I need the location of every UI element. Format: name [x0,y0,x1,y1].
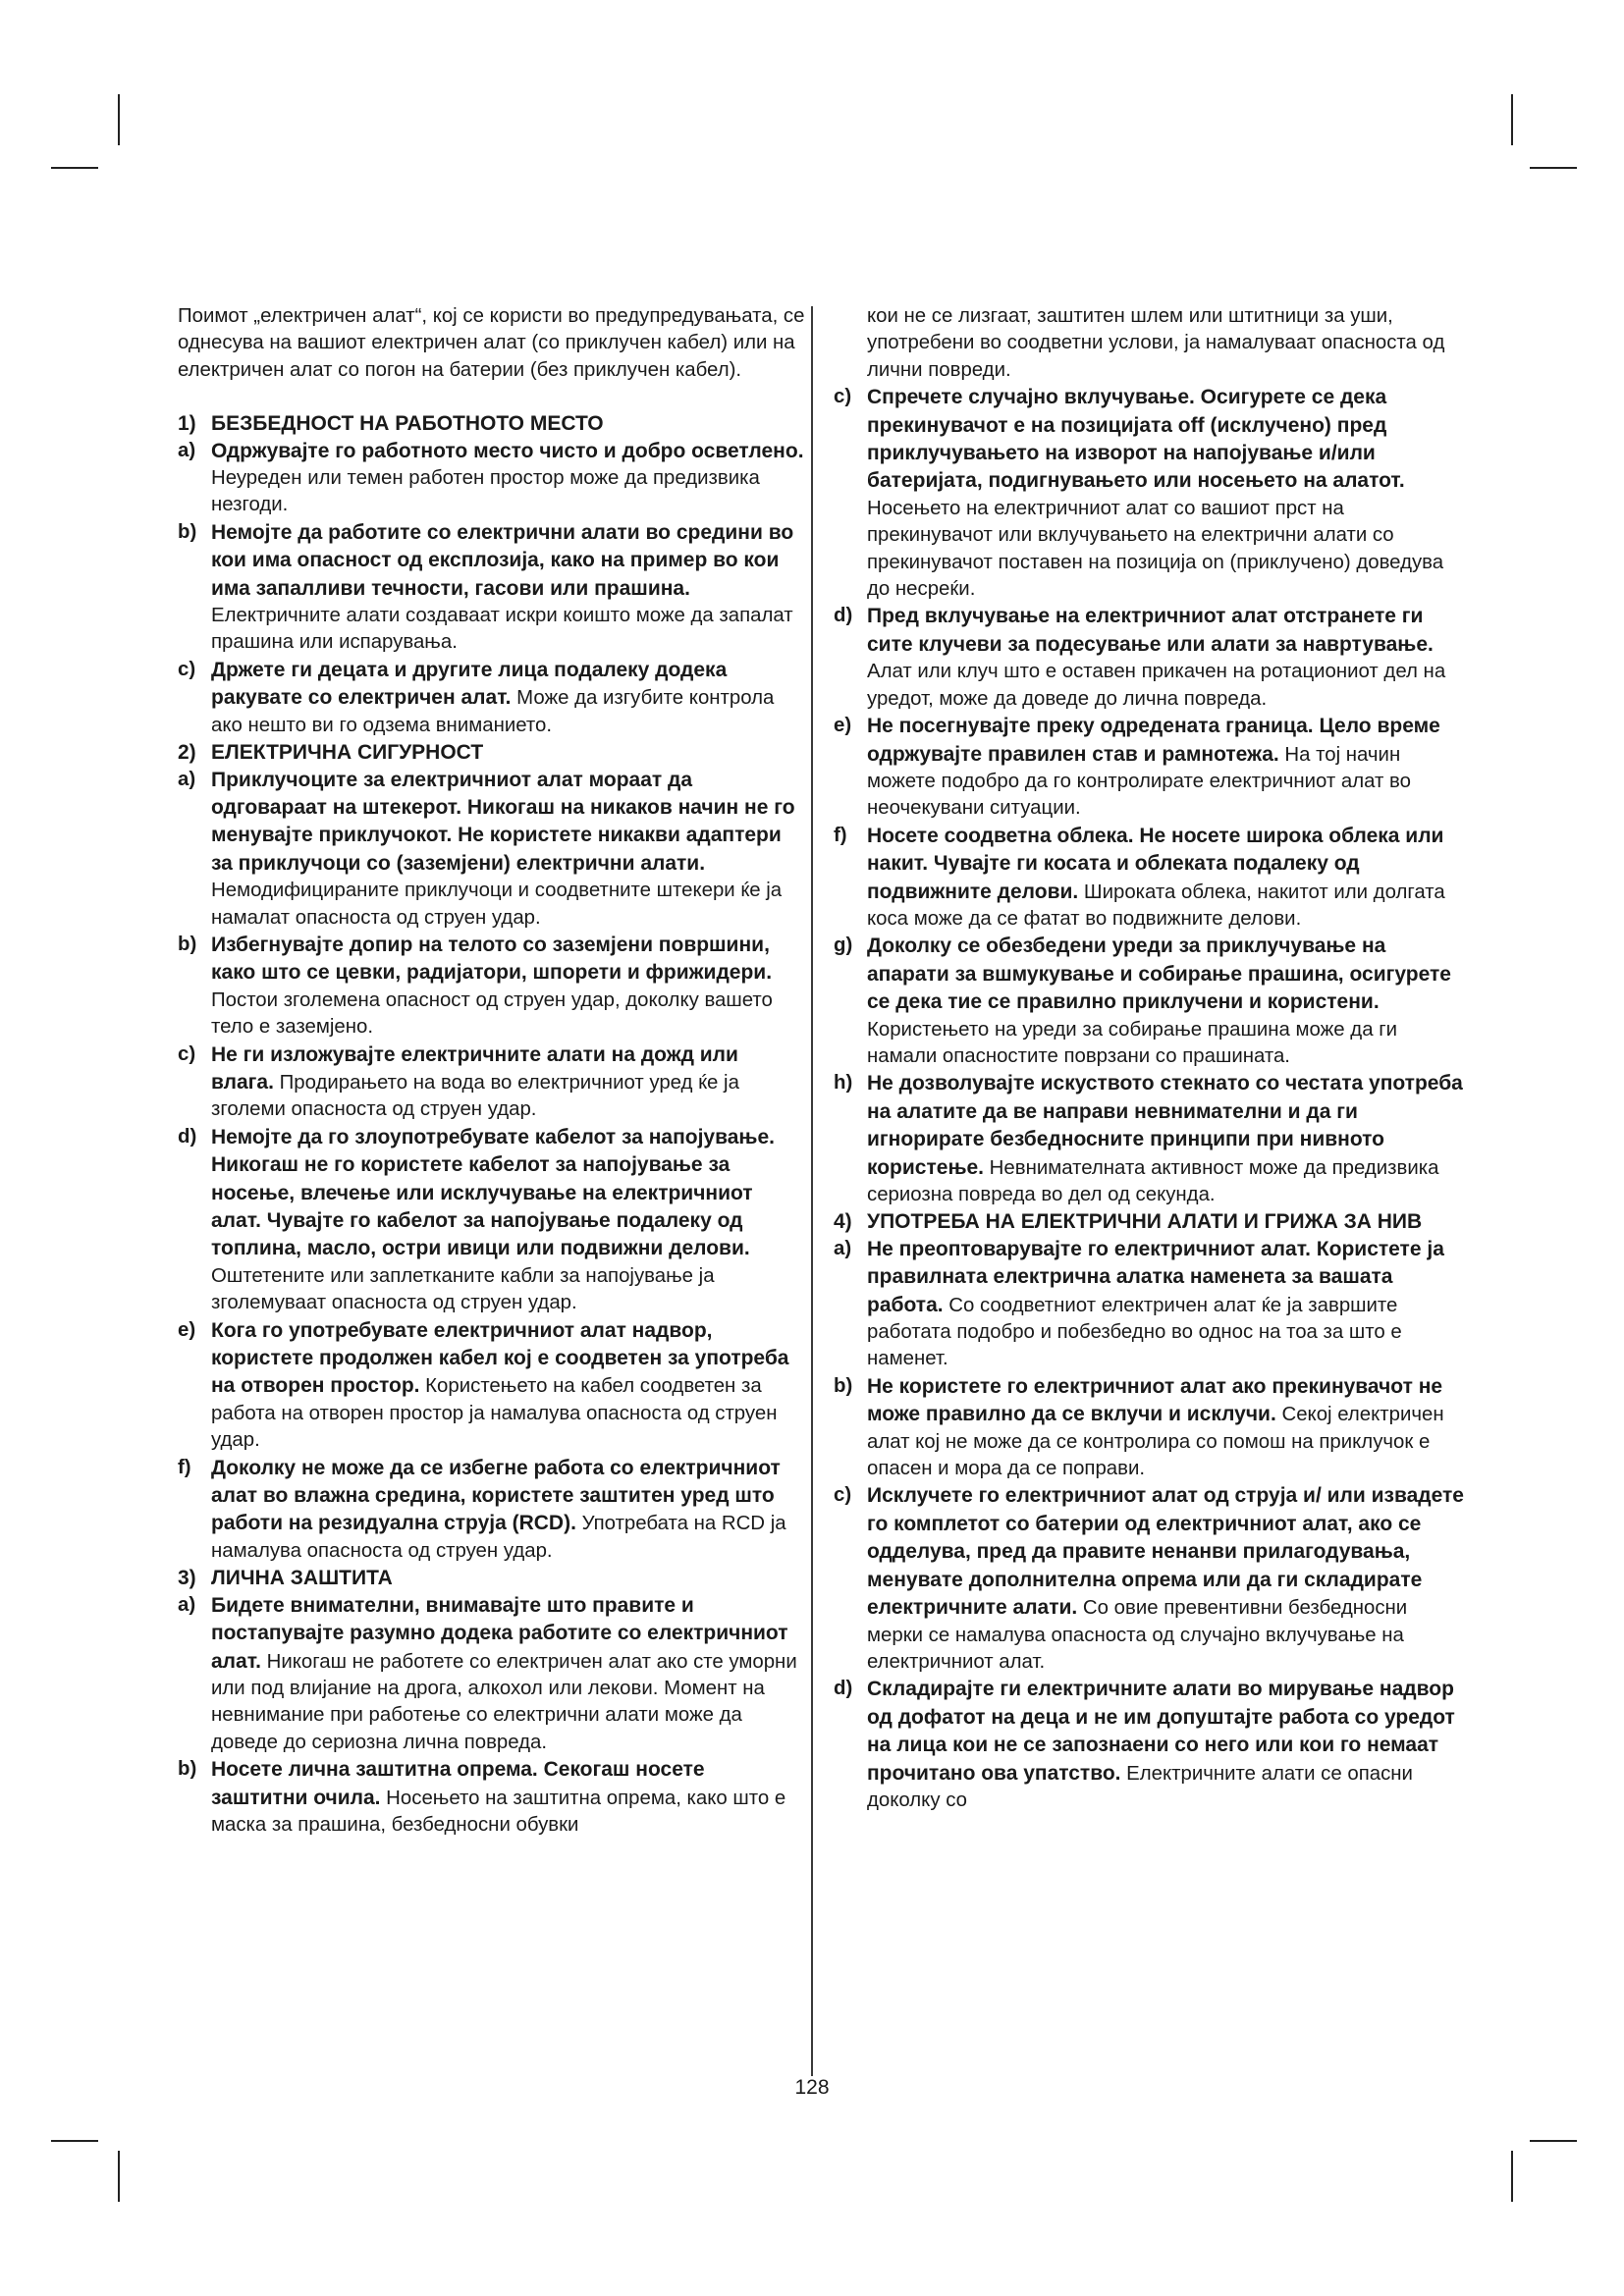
crop-mark [51,167,98,169]
list-item: c) Држете ги децата и другите лица подалеку додека ракувате со електричен алат. Може да изгубите контрола ако нешто ви го одзема вниманието. [178,658,775,736]
section-heading: 2) ЕЛЕКТРИЧНА СИГУРНОСТ [178,741,484,765]
crop-mark [1530,167,1577,169]
list-item: f) Носете соодветна облека. Не носете широка облека или накит. Чувајте ги косата и облеката подалеку од подвижните делови. Широката облека, накитот или долгата коса може да се фатат во подвижните делови. [834,824,1445,930]
list-item: e) Кога го употребувате електричниот алат надвор, користете продолжен кабел кој е соодветен за употреба на отворен простор. Користењето на кабел соодветен за работа на отворен простор ја намалува опасноста од струен удар. [178,1318,789,1452]
section-heading: 1) БЕЗБЕДНОСТ НА РАБОТНОТО МЕСТО [178,412,604,436]
list-item: a) Одржувајте го работното место чисто и добро осветлено. Неуреден или темен работен простор може да предизвика незгоди. [178,439,804,516]
list-item: c) Спречете случајно вклучување. Осигурете се дека прекинувачот е на позицијата off (исклучено) пред приклучувањето на изворот на напојување и/или батеријата, подигнувањето или носењето на алатот. Носењето на електричниот алат со вашиот прст на прекинувачот или вклучувањето на електрични алати со прекинувачот поставен на позиција on (приклучено) доведува до несреќи. [834,386,1444,601]
crop-mark [118,94,120,145]
left-column [178,303,806,1839]
crop-mark [1511,94,1513,145]
crop-mark [1511,2151,1513,2202]
section-heading: 4) УПОТРЕБА НА ЕЛЕКТРИЧНИ АЛАТИ И ГРИЖА ЗА НИВ [834,1210,1423,1234]
list-item: d) Немојте да го злоупотребувате кабелот за напојување. Никогаш не го користете кабелот за напојување за носење, влечење или исклучување на електричниот алат. Чувајте го кабелот за напојување подалеку од топлина, масло, остри ивици или подвижни делови. Оштетените или заплетканите кабли за напојување ја зголемуваат опасноста од струен удар. [178,1125,775,1314]
list-item: a) Не преоптоварувајте го електричниот алат. Користете ја правилната електрична алатка наменета за вашата работа. Со соодветниот електричен алат ќе ја завршите работата подобро и побезбедно во однос на тоа за што е наменет. [834,1237,1444,1370]
list-item: c) Исклучете го електричниот алат од струја и/ или извадете го комплетот со батерии од електричниот алат, ако се одделува, пред да правите ненанви прилагодувања, менувате дополнителна опрема или да ги складирате електричните алати. Со овие превентивни безбедносни мерки се намалува опасноста од случајно вклучување на електричниот алат. [834,1484,1464,1673]
list-item: f) Доколку не може да се избегне работа со електричниот алат во влажна средина, користете заштитен уред што работи на резидуална струја (RCD). Употребата на RCD ја намалува опасноста од струен удар. [178,1456,786,1562]
page-number: 128 [794,2076,830,2099]
crop-mark [51,2140,98,2142]
list-item: a) Бидете внимателни, внимавајте што правите и постапувајте разумно додека работите со електричниот алат. Никогаш не работете со електричен алат ако сте уморни или под влијание на дрога, алкохол или лекови. Момент на невнимание при работење со електрични алати може да доведе до сериозна лична повреда. [178,1593,797,1753]
list-item: b) Избегнувајте допир на телото со заземјени површини, како што се цевки, радијатори, шпорети и фрижидери. Постои зголемена опасност од струен удар, доколку вашето тело е заземјено. [178,933,773,1039]
list-item: e) Не посегнувајте преку одредената граница. Цело време одржувајте правилен став и рамнотежа. На тој начин можете подобро да го контролирате електричниот алат во неочекувани ситуации. [834,715,1440,820]
list-item: h) Не дозволувајте искуството стекнато со честата употреба на алатите да ве направи невнимателни и да ги игнорирате безбедносните принципи при нивното користење. Невнимателната активност може да предизвика сериозна повреда во дел од секунда. [834,1072,1463,1205]
list-item: a) Приклучоците за електричниот алат мораат да одговараат на штекерот. Никогаш на никаков начин не го менувајте приклучокот. Не користете никакви адаптери за приклучоци со (заземјени) електрични алати. Немодифицираните приклучоци и соодветните штекери ќе ја намалат опасноста од струен удар. [178,768,795,929]
intro-paragraph: Поимот „електричен алат“, кој се користи во предупредувањата, се однесува на вашиот електричен алат (со приклучен кабел) или на електричен алат со погон на батерии (без приклучен кабел). [178,305,805,381]
list-item: b) Носете лична заштитна опрема. Секогаш носете заштитни очила. Носењето на заштитна опрема, како што е маска за прашина, безбедносни обувки [178,1758,786,1836]
list-item: b) Немојте да работите со електрични алати во средини во кои има опасност од експлозија, како на пример во кои има запалливи течности, гасови или прашина. Електричните алати создаваат искри коишто може да запалат прашина или испарувања. [178,520,794,654]
list-item: d) Пред вклучување на електричниот алат отстранете ги сите клучеви за подесување или алати за навртување. Алат или клуч што е оставен прикачен на ротациониот дел на уредот, може да доведе до лична повреда. [834,605,1446,710]
section-heading: 3) ЛИЧНА ЗАШТИТА [178,1567,393,1590]
column-divider [811,306,813,2076]
crop-mark [118,2151,120,2202]
continued-paragraph: кои не се лизгаат, заштитен шлем или штитници за уши, употребени во соодветни услови, ја намалуваат опасноста од лични повреди. [867,305,1445,381]
list-item: c) Не ги изложувајте електричните алати на дожд или влага. Продирањето на вода во електричниот уред ќе ја зголеми опасноста од струен удар. [178,1042,739,1121]
right-column [834,303,1464,1814]
list-item: d) Складирајте ги електричните алати во мирување надвор од дофатот на деца и не им допуштајте работа со уредот на лица кои не се запознаени со него или кои го немаат прочитано ова упатство. Електричните алати се опасни доколку со [834,1678,1455,1811]
list-item: b) Не користете го електричниот алат ако прекинувачот не може правилно да се вклучи и исклучи. Секој електричен алат кој не може да се контролира со помош на приклучок е опасен и мора да се поправи. [834,1374,1444,1480]
list-item: g) Доколку се обезбедени уреди за приклучување на апарати за вшмукување и собирање прашина, осигурете се дека тие се правилно приклучени и користени. Користењето на уреди за собирање прашина може да ги намали опасностите поврзани со прашината. [834,934,1451,1067]
crop-mark [1530,2140,1577,2142]
